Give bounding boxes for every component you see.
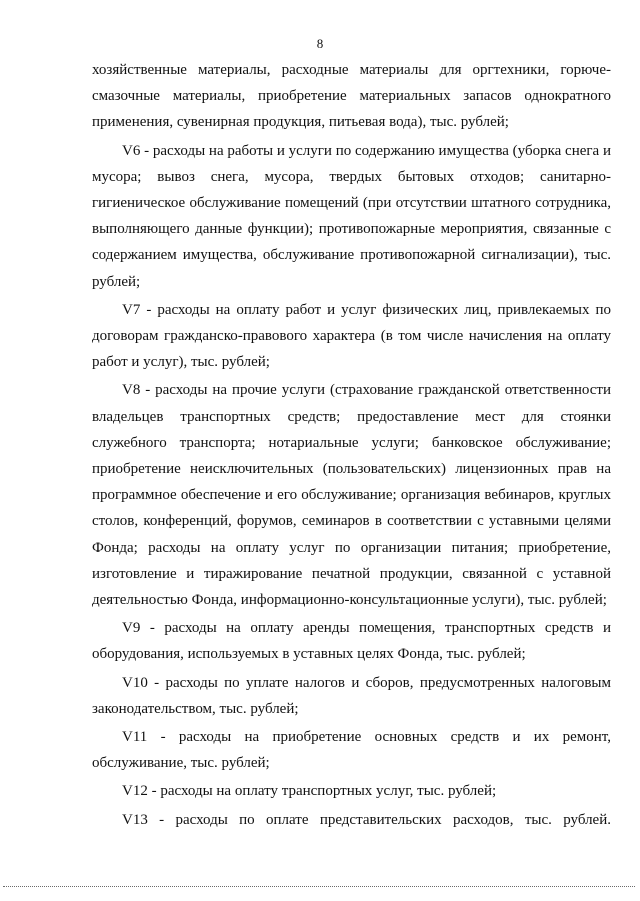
paragraph-v9: V9 - расходы на оплату аренды помещения, транспортных средств и оборудования, используемых в уставных целях Фонда, тыс. рублей; (92, 620, 611, 663)
document-body (92, 57, 611, 833)
paragraph-v7: V7 - расходы на оплату работ и услуг физических лиц, привлекаемых по договорам гражданско-правового характера (в том числе начисления на оплату работ и услуг), тыс. рублей; (92, 301, 611, 371)
paragraph-v11: V11 - расходы на приобретение основных средств и их ремонт, обслуживание, тыс. рублей; (92, 729, 611, 772)
paragraph-continuation: хозяйственные материалы, расходные материалы для оргтехники, горюче-смазочные материалы, приобретение материальных запасов однократного применения, сувенирная продукция, питьевая вода), тыс. рублей; (92, 62, 611, 131)
page-bottom-divider (3, 886, 635, 887)
paragraph-v6: V6 - расходы на работы и услуги по содержанию имущества (уборка снега и мусора; вывоз снега, мусора, твердых бытовых отходов; санитарно-гигиеническое обслуживание помещений (при отсутствии штатного сотрудника, выполняющего данные функции); противопожарные мероприятия, связанные с содержанием имущества, обслуживание противопожарной сигнализации), тыс. рублей; (92, 142, 611, 290)
paragraph-v8: V8 - расходы на прочие услуги (страхование гражданской ответственности владельцев транспортных средств; предоставление мест для стоянки служебного транспорта; нотариальные услуги; банковское обслуживание; приобретение неисключительных (пользовательских) лицензионных прав на программное обеспечение и его обслуживание; организация вебинаров, круглых столов, конференций, форумов, семинаров в соответствии с уставными целями Фонда; расходы на оплату услуг по организации питания; приобретение, изготовление и тиражирование печатной продукции, связанной с уставной деятельностью Фонда, информационно-консультационные услуги), тыс. рублей; (92, 382, 611, 609)
page-number: 8 (316, 36, 324, 51)
paragraph-v13: V13 - расходы по оплате представительских расходов, тыс. рублей. (122, 811, 611, 828)
paragraph-v12: V12 - расходы на оплату транспортных услуг, тыс. рублей; (122, 783, 497, 800)
paragraph-v10: V10 - расходы по уплате налогов и сборов, предусмотренных налоговым законодательством, тыс. рублей; (92, 674, 611, 717)
